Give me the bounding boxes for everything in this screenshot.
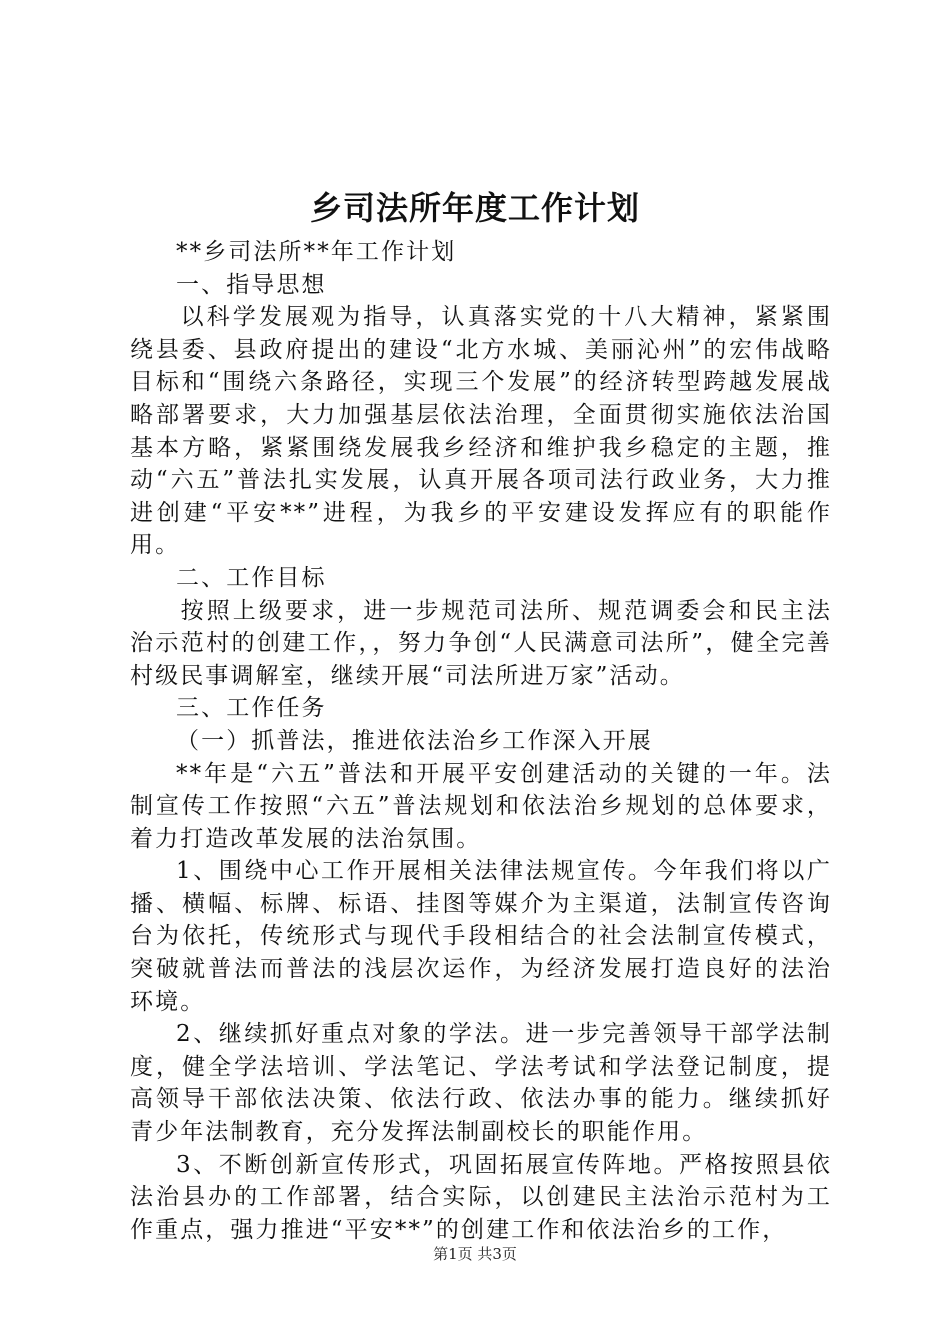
section-heading-guiding-ideology: 一、指导思想 [176, 271, 327, 298]
list-item-1: 1、围绕中心工作开展相关法律法规宣传。今年我们将以广播、横幅、标牌、标语、挂图等媒介为主渠道，法制宣传咨询台为依托，传统形式与现代手段相结合的社会法制宣传模式，突破就普法而普法的浅层次运作，为经济发展打造良好的法治环境。 [130, 858, 832, 1015]
list-item-3: 3、不断创新宣传形式，巩固拓展宣传阵地。严格按照县依法治县办的工作部署，结合实际，以创建民主法治示范村为工作重点，强力推进“平安**”的创建工作和依法治乡的工作， [130, 1151, 832, 1243]
section-heading-work-goals: 二、工作目标 [176, 564, 327, 591]
page-number: 第1页 共3页 [433, 1245, 517, 1263]
paragraph-legal-education-intro: **年是“六五”普法和开展平安创建活动的关键的一年。法制宣传工作按照“六五”普法规划和依法治乡规划的总体要求，着力打造改革发展的法治氛围。 [130, 760, 832, 852]
list-item-2: 2、继续抓好重点对象的学法。进一步完善领导干部学法制度，健全学法培训、学法笔记、学法考试和学法登记制度，提高领导干部依法决策、依法行政、依法办事的能力。继续抓好青少年法制教育，充分发挥法制副校长的职能作用。 [130, 1021, 832, 1146]
section-heading-work-tasks: 三、工作任务 [176, 695, 327, 722]
subsection-heading-legal-education: （一）抓普法，推进依法治乡工作深入开展 [176, 727, 653, 754]
paragraph-guiding-ideology: 以科学发展观为指导，认真落实党的十八大精神，紧紧围绕县委、县政府提出的建设“北方水城、美丽沁州”的宏伟战略目标和“围绕六条路径，实现三个发展”的经济转型跨越发展战略部署要求，大力加强基层依法治理，全面贯彻实施依法治国基本方略，紧紧围绕发展我乡经济和维护我乡稳定的主题，推动“六五”普法扎实发展，认真开展各项司法行政业务，大力推进创建“平安**”进程，为我乡的平安建设发挥应有的职能作用。 [130, 304, 832, 559]
paragraph-work-goals: 按照上级要求，进一步规范司法所、规范调委会和民主法治示范村的创建工作，，努力争创“人民满意司法所”，健全完善村级民事调解室，继续开展“司法所进万家”活动。 [130, 597, 832, 689]
document-title: 乡司法所年度工作计划 [309, 189, 640, 227]
plan-heading: **乡司法所**年工作计划 [176, 239, 457, 265]
document-body [130, 236, 832, 1246]
